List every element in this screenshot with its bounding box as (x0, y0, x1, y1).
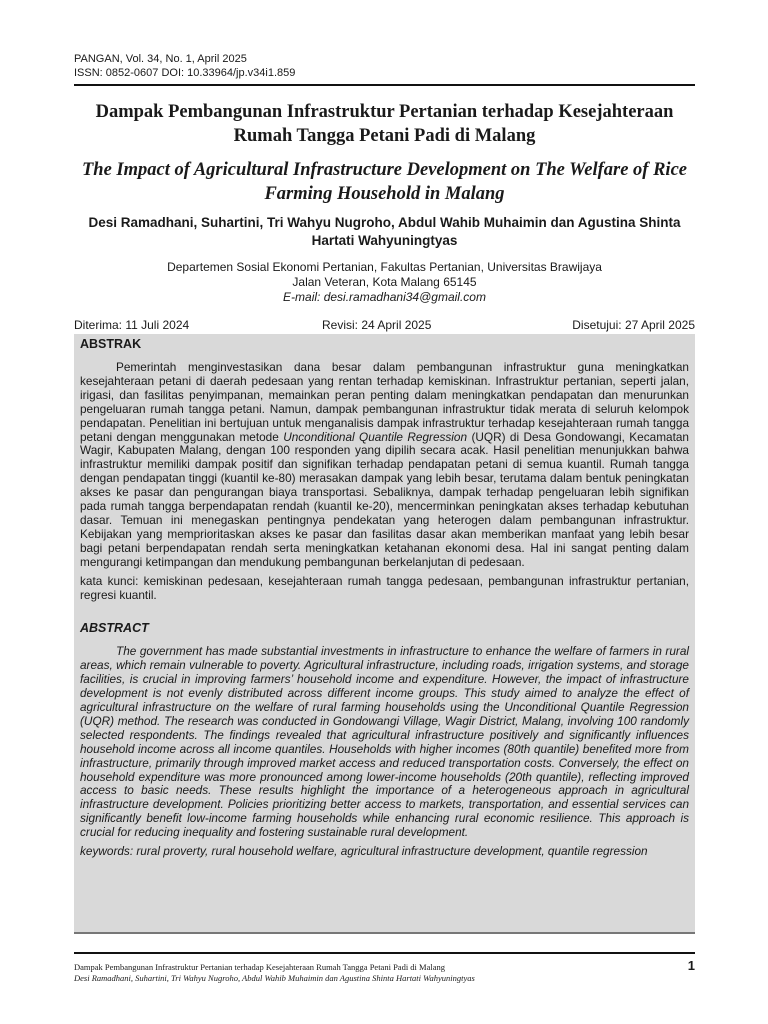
date-received: Diterima: 11 Juli 2024 (74, 318, 190, 332)
affiliation-email: E-mail: desi.ramadhani34@gmail.com (283, 290, 486, 304)
page-number: 1 (687, 958, 695, 973)
submission-dates (74, 318, 695, 333)
footer-rule (74, 952, 695, 954)
abstract-box (74, 334, 695, 934)
footer-running-authors: Desi Ramadhani, Suhartini, Tri Wahyu Nugroho, Abdul Wahib Muhaimin dan Agustina Shinta Hartati Wahyuningtyas (74, 973, 475, 983)
date-revised: Revisi: 24 April 2025 (322, 318, 432, 332)
author-list: Desi Ramadhani, Suhartini, Tri Wahyu Nugroho, Abdul Wahib Muhaimin dan Agustina Shinta Hartati Wahyuningtyas (88, 215, 681, 248)
page-footer (74, 962, 695, 984)
affiliation (74, 260, 695, 305)
abstrak-body-part1: Pemerintah menginvestasikan dana besar dalam pembangunan infrastruktur guna meningkatkan kesejahteraan petani di daerah pedesaan yang rentan terhadap kemiskinan. Infrastruktur pertanian, seperti jalan, irigasi, dan fasilitas penyimpanan, memainkan peran penting dalam meningkatkan pendapatan dan menurunkan pengeluaran rumah tangga petani. Namun, dampak pembangunan infrastruktur tidak merata di seluruh kelompok pendapatan. Penelitian ini bertujuan untuk menganalisis dampak infrastruktur terhadap kesejahteraan rumah tangga petani dengan menggunakan metode (80, 360, 689, 444)
title-indonesian: Dampak Pembangunan Infrastruktur Pertanian terhadap Kesejahteraan Rumah Tangga Petani Padi di Malang (95, 102, 674, 146)
abstrak-body (80, 361, 689, 570)
abstract-body: The government has made substantial investments in infrastructure to enhance the welfare of farmers in rural areas, which remain vulnerable to poverty. Agricultural infrastructure, including roads, irrigation systems, and storage facilities, is crucial in improving farmers’ household income and expenditure. However, the impact of infrastructure development is not evenly distributed across different income groups. This study aimed to analyze the effect of agricultural infrastructure on the welfare of rural farming households using the Unconditional Quantile Regression (UQR) method. The research was conducted in Gondowangi Village, Wagir District, Malang, involving 100 randomly selected respondents. The findings revealed that agricultural infrastructure positively and significantly influences household income across all income quantiles. Households with higher incomes (80th quantile) benefited more from infrastructure, primarily through improved market access and reduced transportation costs. Conversely, the effect on household expenditure was more pronounced among lower-income households (20th quantile), reflecting improved access to basic needs. These results highlight the importance of a heterogeneous approach in agricultural infrastructure development. Policies prioritizing better access to markets, transportation, and essential services can significantly benefit low-income farming households while enhancing rural economic resilience. This approach is crucial for reducing inequality and fostering sustainable rural development. (80, 644, 689, 840)
affiliation-department: Departemen Sosial Ekonomi Pertanian, Fakultas Pertanian, Universitas Brawijaya (167, 260, 602, 274)
footer-running-title: Dampak Pembangunan Infrastruktur Pertanian terhadap Kesejahteraan Rumah Tangga Petani Padi di Malang (74, 962, 446, 972)
abstrak-body-part2: (UQR) di Desa Gondowangi, Kecamatan Wagir, Kabupaten Malang, dengan 100 responden yang dipilih secara acak. Hasil penelitian menunjukkan bahwa infrastruktur memiliki dampak positif dan signifikan terhadap pendapatan petani di semua kuantil. Rumah tangga dengan pendapatan tinggi (kuantil ke-80) merasakan dampak yang lebih besar, terutama dalam bentuk peningkatan akses ke pasar dan pengurangan biaya transportasi. Sebaliknya, dampak terhadap pengeluaran lebih signifikan pada rumah tangga berpendapatan rendah (kuantil ke-20), mencerminkan peningkatan akses terhadap kebutuhan dasar. Temuan ini menegaskan pentingnya pendekatan yang heterogen dalam pembangunan infrastruktur. Kebijakan yang memprioritaskan akses ke pasar dan fasilitas dasar akan memberikan manfaat yang lebih besar bagi petani berpendapatan rendah serta meningkatkan ketahanan ekonomi desa. Hal ini sangat penting dalam mengurangi ketimpangan dan mendukung pembangunan berkelanjutan di pedesaan. (80, 429, 689, 569)
affiliation-address: Jalan Veteran, Kota Malang 65145 (292, 275, 477, 289)
header-rule (74, 84, 695, 86)
title-english: The Impact of Agricultural Infrastructure Development on The Welfare of Rice Farming Household in Malang (81, 160, 687, 204)
date-accepted: Disetujui: 27 April 2025 (572, 318, 695, 332)
abstract-heading: ABSTRACT (80, 621, 149, 636)
abstrak-keywords: kata kunci: kemiskinan pedesaan, kesejahteraan rumah tangga pedesaan, pembangunan infrastruktur pertanian, regresi kuantil. (80, 573, 689, 602)
abstract-keywords: keywords: rural proverty, rural household welfare, agricultural infrastructure development, quantile regression (80, 844, 648, 859)
abstrak-heading: ABSTRAK (80, 337, 142, 351)
journal-issn-doi: ISSN: 0852-0607 DOI: 10.33964/jp.v34i1.859 (74, 67, 296, 79)
journal-citation: PANGAN, Vol. 34, No. 1, April 2025 (74, 53, 247, 65)
journal-header (74, 52, 295, 80)
abstrak-method-term: Unconditional Quantile Regression (283, 429, 468, 444)
